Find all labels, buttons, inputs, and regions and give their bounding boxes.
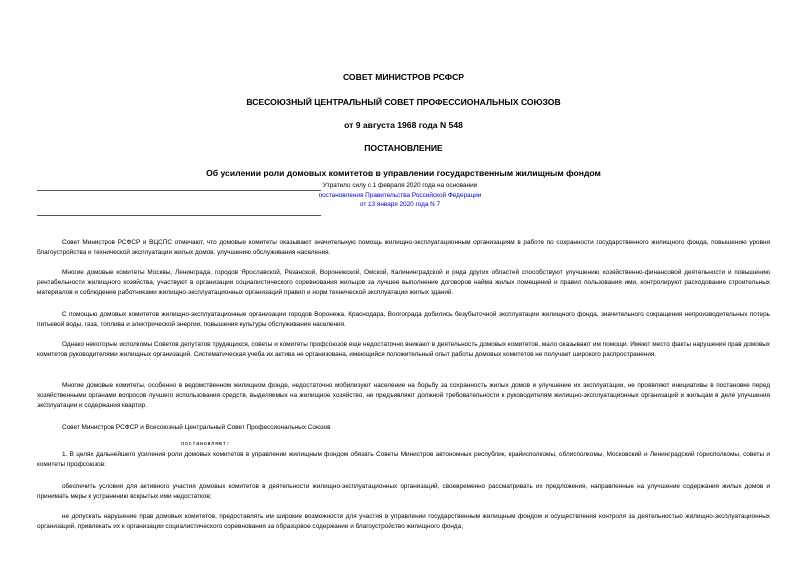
resolve-word: постановляют: bbox=[181, 441, 230, 447]
paragraph-8: обеспечить условия для активного участия домовых комитетов в деятельности жилищно-эксплуатационных организаций, своевременно рассматривать их предложения, направленные на улучшение содержания жилых домов и принимать меры к устранению вскрытых ими недостатков; bbox=[37, 483, 770, 501]
document-title: Об усилении роли домовых комитетов в управлении государственным жилищным фондом bbox=[206, 168, 601, 178]
issuer-council-of-ministers: СОВЕТ МИНИСТРОВ РСФСР bbox=[342, 72, 465, 82]
paragraph-5: Многие домовые комитеты, особенно в ведомственном жилищном фонде, недостаточно мобилизуют население на борьбу за сохранность жилых домов и улучшение их эксплуатации, не проявляют инициативы в постановке перед хозяйственными органами вопросов лучшего использования средств, выделяемых на жилищное хозяйство, не предъявляют должной требовательности к руководителям жилищно-эксплуатационных организаций и жильцам в деле улучшения эксплуатации и содержания квартир. bbox=[37, 382, 770, 410]
paragraph-4: Однако некоторые исполкомы Советов депутатов трудящихся, советы и комитеты профсоюзов еще недостаточно вникают в деятельность домовых комитетов, мало оказывают им помощи. Имеют место факты нарушения прав домовых комитетов руководителями жилищных организаций. Систематическая учеба их актива не организована, имеющийся положительный опыт работы домовых комитетов не получает широкого распространения. bbox=[37, 341, 770, 359]
paragraph-7: 1. В целях дальнейшего усиления роли домовых комитетов в управлении жилищным фондом обязать Советы Министров автономных республик, крайисполкомы, облисполкомы, Московский и Ленинградский горисполкомы, советы и комитеты профсоюзов: bbox=[37, 451, 770, 469]
repeal-link-date[interactable]: от 13 января 2020 года N 7 bbox=[359, 201, 441, 209]
document-type: ПОСТАНОВЛЕНИЕ bbox=[364, 143, 443, 153]
paragraph-3: С помощью домовых комитетов жилищно-эксплуатационные организации городов Воронежа, Краснодара, Волгограда добились безубыточной эксплуатации жилищного фонда, значительного сокращения непроизводительных потерь питьевой воды, газа, топлива и электрической энергии, повышения культуры обслуживания населения. bbox=[37, 311, 770, 329]
paragraph-6: Совет Министров РСФСР и Всесоюзный Центральный Совет Профессиональных Союзов bbox=[62, 424, 331, 431]
repeal-link-decree[interactable]: постановления Правительства Российской Федерации bbox=[318, 191, 482, 199]
paragraph-1: Совет Министров РСФСР и ВЦСПС отмечают, что домовые комитеты оказывают значительную помощь жилищно-эксплуатационным организациям в работе по сохранности государственного жилищного фонда, повышению уровня благоустройства и технической эксплуатации жилых домов, улучшению обслуживания населения. bbox=[37, 239, 770, 257]
top-divider bbox=[37, 190, 321, 191]
repeal-notice bbox=[300, 181, 500, 210]
paragraph-9: не допускать нарушение прав домовых комитетов, предоставлять им широкие возможности для участия в управлении государственным жилищным фондом и осуществления контроля за деятельностью жилищно-эксплуатационных организаций, привлекать их к организации социалистического соревнования за образцовое содержание и благоустройство жилищного фонда; bbox=[37, 513, 770, 531]
repeal-notice-text: Утратило силу с 1 февраля 2020 года на основании bbox=[322, 182, 478, 189]
issuer-trade-unions: ВСЕСОЮЗНЫЙ ЦЕНТРАЛЬНЫЙ СОВЕТ ПРОФЕССИОНАЛЬНЫХ СОЮЗОВ bbox=[246, 97, 561, 107]
bottom-divider bbox=[37, 215, 321, 216]
document-date-number: от 9 августа 1968 года N 548 bbox=[344, 120, 463, 130]
paragraph-2: Многие домовые комитеты Москвы, Ленинграда, городов Ярославской, Рязанской, Воронежской, Омской, Калининградской и ряда других областей способствуют улучшению хозяйственно-финансовой деятельности и повышению рентабельности жилищного хозяйства, участвуют в организации социалистического соревнования жильцов за лучшее выполнение договоров найма жилых помещений и правил пользования ими, контролируют расходование строительных материалов и соблюдение работниками жилищно-эксплуатационных организаций правил и норм технической эксплуатации жилых зданий. bbox=[37, 269, 770, 297]
